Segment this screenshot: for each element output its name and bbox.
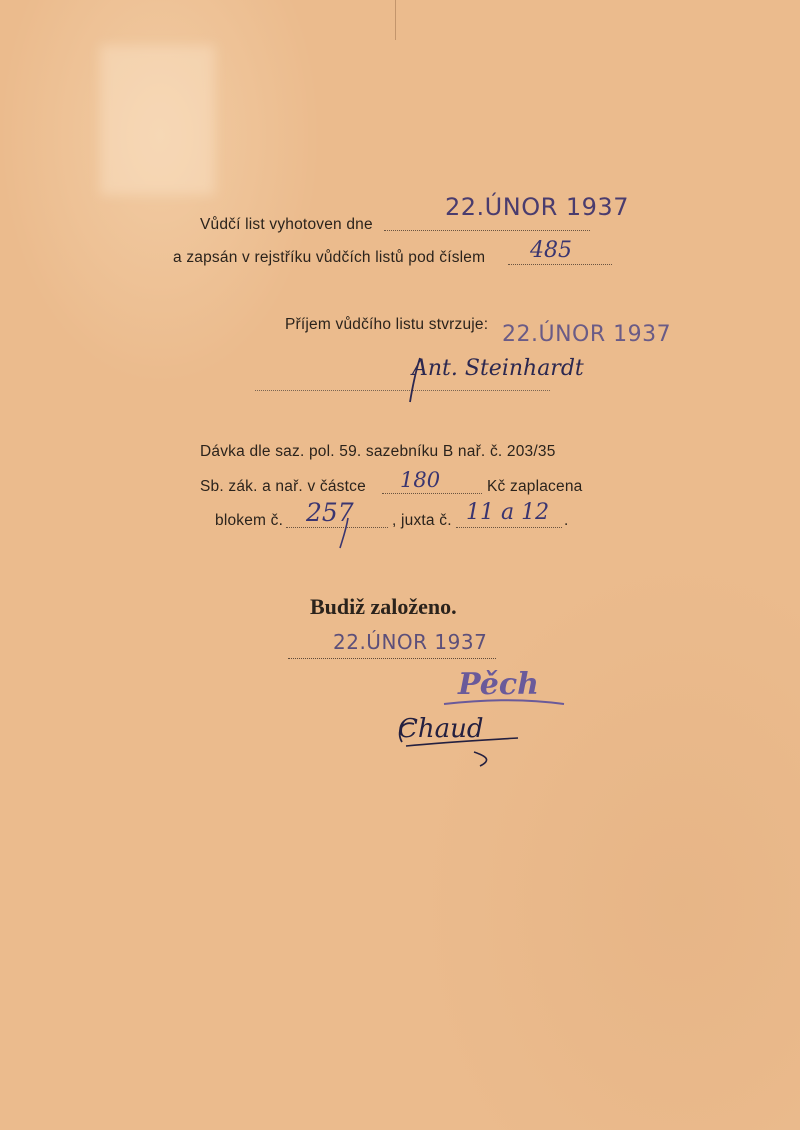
registry-number-label: a zapsán v rejstříku vůdčích listů pod číslem	[173, 249, 486, 266]
filing-heading: Budiž založeno.	[310, 594, 457, 619]
receipt-signature-stroke-icon	[404, 356, 428, 404]
registry-number-dotted-line	[508, 264, 612, 265]
block-number-value: 257	[306, 498, 354, 527]
signature-approval: Pěch	[458, 667, 539, 702]
fee-line-3-end: .	[564, 512, 569, 529]
fee-line-2-suffix: Kč zaplacena	[487, 478, 583, 495]
fee-line-2-prefix: Sb. zák. a nař. v částce	[200, 478, 366, 495]
juxta-number-value: 11 a 12	[466, 500, 550, 525]
issued-date-stamp: 22.ÚNOR 1937	[445, 193, 629, 221]
signature-approval-underline-icon	[440, 690, 570, 714]
receipt-stamp: 22.ÚNOR 1937	[502, 322, 672, 347]
signature-official: Chaud	[398, 714, 484, 744]
fee-line-3-mid: , juxta č.	[392, 512, 452, 529]
receipt-label: Příjem vůdčího listu stvrzuje:	[285, 316, 489, 333]
registry-number-value: 485	[530, 238, 572, 263]
paper-light-patch	[100, 45, 215, 195]
issued-date-label: Vůdčí list vyhotoven dne	[200, 216, 373, 233]
fee-line-3-prefix: blokem č.	[215, 512, 284, 529]
filing-dotted-line	[288, 658, 496, 659]
juxta-number-dotted-line	[456, 527, 562, 528]
signature-official-flourish-icon	[396, 712, 526, 772]
fee-amount-dotted-line	[382, 493, 482, 494]
fee-amount-value: 180	[400, 468, 441, 492]
filing-stamp: 22.ÚNOR 1937	[333, 630, 488, 654]
paper-fold-mark	[395, 0, 396, 40]
issued-date-dotted-line	[384, 230, 590, 231]
receipt-signature-line	[255, 390, 550, 391]
fee-line-1: Dávka dle saz. pol. 59. sazebníku B nař. č. 203/35	[200, 443, 556, 460]
receipt-signature: Ant. Steinhardt	[412, 356, 584, 381]
block-number-stroke-icon	[336, 516, 356, 550]
